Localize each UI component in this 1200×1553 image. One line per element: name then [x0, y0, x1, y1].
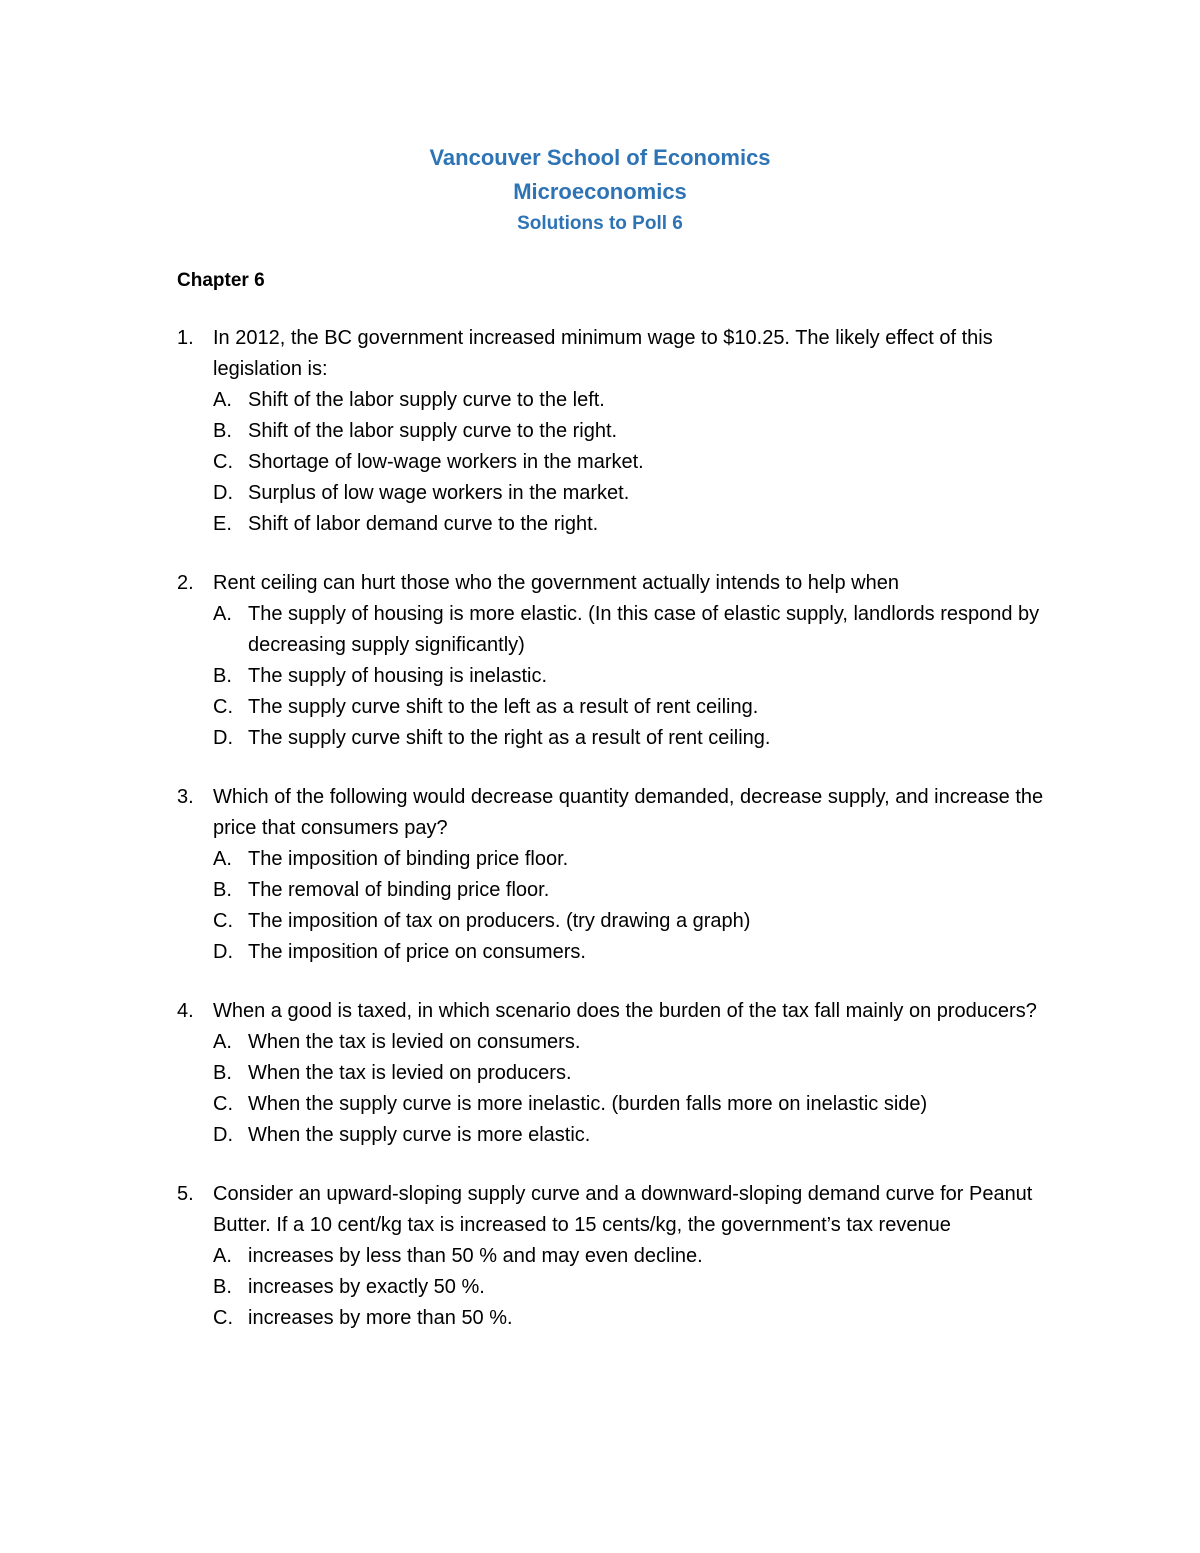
option-letter: C. — [213, 1093, 233, 1115]
option-letter: C. — [213, 910, 233, 932]
option-c — [213, 1303, 1077, 1334]
option-list — [213, 1241, 1077, 1334]
question-number: 2. — [177, 572, 194, 594]
option-a — [213, 844, 1077, 875]
option-text: The imposition of binding price floor. — [248, 848, 569, 870]
option-e — [213, 509, 1077, 540]
option-c — [213, 906, 1077, 937]
question-3 — [177, 782, 1077, 968]
option-text: The imposition of tax on producers. (try drawing a graph) — [248, 910, 751, 932]
option-list — [213, 599, 1077, 754]
question-number: 1. — [177, 327, 194, 349]
chapter-heading: Chapter 6 — [177, 270, 265, 291]
option-letter: A. — [213, 1245, 232, 1267]
option-letter: D. — [213, 482, 233, 504]
option-d — [213, 723, 1077, 754]
option-letter: E. — [213, 513, 232, 535]
option-text: The supply curve shift to the left as a result of rent ceiling. — [248, 696, 759, 718]
option-letter: C. — [213, 451, 233, 473]
question-text: Rent ceiling can hurt those who the government actually intends to help when — [213, 572, 899, 594]
option-text: When the supply curve is more inelastic. (burden falls more on inelastic side) — [248, 1093, 928, 1115]
question-text: Which of the following would decrease quantity demanded, decrease supply, and increase the price that consumers pay? — [213, 786, 1044, 839]
option-text: Shortage of low-wage workers in the market. — [248, 451, 644, 473]
option-text: The imposition of price on consumers. — [248, 941, 586, 963]
option-c — [213, 692, 1077, 723]
option-text: Shift of labor demand curve to the right. — [248, 513, 599, 535]
question-number: 3. — [177, 786, 194, 808]
option-a — [213, 385, 1077, 416]
question-1 — [177, 323, 1077, 540]
course-title: Microeconomics — [513, 179, 687, 204]
question-5 — [177, 1179, 1077, 1334]
option-letter: C. — [213, 1307, 233, 1329]
document-header — [0, 140, 1200, 240]
option-b — [213, 416, 1077, 447]
option-letter: A. — [213, 389, 232, 411]
option-c — [213, 1089, 1077, 1120]
option-d — [213, 478, 1077, 509]
option-a — [213, 599, 1077, 661]
option-text: Surplus of low wage workers in the market. — [248, 482, 630, 504]
question-list — [177, 323, 1077, 1362]
question-4 — [177, 996, 1077, 1151]
option-text: When the tax is levied on producers. — [248, 1062, 572, 1084]
option-letter: B. — [213, 665, 232, 687]
option-d — [213, 1120, 1077, 1151]
question-2 — [177, 568, 1077, 754]
school-name: Vancouver School of Economics — [429, 145, 771, 170]
option-letter: A. — [213, 1031, 232, 1053]
option-letter: D. — [213, 1124, 233, 1146]
question-text: Consider an upward-sloping supply curve and a downward-sloping demand curve for Peanut Butter. If a 10 cent/kg tax is increased to 15 cents/kg, the government’s tax revenue — [213, 1183, 1033, 1236]
question-number: 5. — [177, 1183, 194, 1205]
option-text: increases by more than 50 %. — [248, 1307, 513, 1329]
option-b — [213, 661, 1077, 692]
option-d — [213, 937, 1077, 968]
option-text: The supply of housing is more elastic. (In this case of elastic supply, landlords respond by decreasing supply significantly) — [248, 603, 1040, 656]
option-letter: B. — [213, 1062, 232, 1084]
option-letter: B. — [213, 879, 232, 901]
option-text: When the tax is levied on consumers. — [248, 1031, 581, 1053]
option-list — [213, 844, 1077, 968]
option-b — [213, 1272, 1077, 1303]
question-number: 4. — [177, 1000, 194, 1022]
option-text: The removal of binding price floor. — [248, 879, 550, 901]
option-b — [213, 1058, 1077, 1089]
option-letter: B. — [213, 1276, 232, 1298]
option-letter: B. — [213, 420, 232, 442]
question-text: In 2012, the BC government increased minimum wage to $10.25. The likely effect of this legislation is: — [213, 327, 993, 380]
option-list — [213, 1027, 1077, 1151]
question-text: When a good is taxed, in which scenario does the burden of the tax fall mainly on producers? — [213, 1000, 1037, 1022]
option-letter: D. — [213, 727, 233, 749]
option-c — [213, 447, 1077, 478]
option-letter: C. — [213, 696, 233, 718]
option-text: The supply curve shift to the right as a result of rent ceiling. — [248, 727, 771, 749]
option-letter: D. — [213, 941, 233, 963]
option-letter: A. — [213, 848, 232, 870]
document-subtitle: Solutions to Poll 6 — [517, 213, 683, 234]
option-text: Shift of the labor supply curve to the left. — [248, 389, 605, 411]
option-text: The supply of housing is inelastic. — [248, 665, 548, 687]
option-letter: A. — [213, 603, 232, 625]
option-text: increases by exactly 50 %. — [248, 1276, 485, 1298]
option-text: Shift of the labor supply curve to the right. — [248, 420, 618, 442]
option-a — [213, 1027, 1077, 1058]
option-list — [213, 385, 1077, 540]
option-a — [213, 1241, 1077, 1272]
option-b — [213, 875, 1077, 906]
option-text: When the supply curve is more elastic. — [248, 1124, 591, 1146]
option-text: increases by less than 50 % and may even decline. — [248, 1245, 703, 1267]
